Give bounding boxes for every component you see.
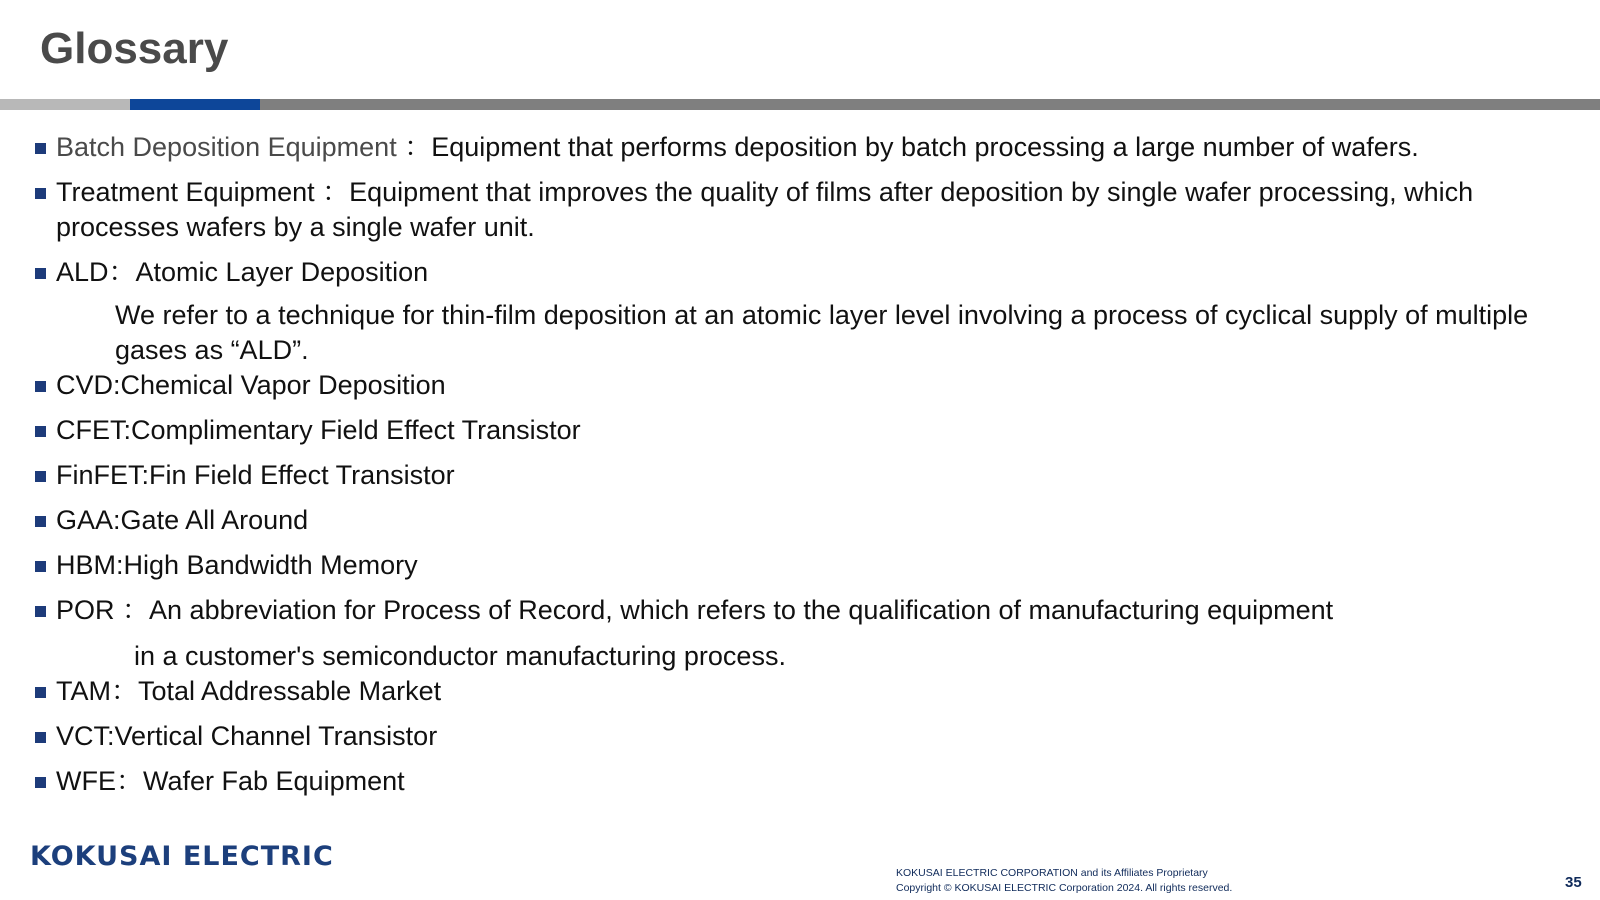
glossary-term: HBM [56,550,116,580]
square-bullet-icon [35,426,46,437]
square-bullet-icon [35,471,46,482]
glossary-item-batch-deposition-equipment [34,130,1574,165]
glossary-item-treatment-equipment [34,175,1574,245]
glossary-term: VCT [56,721,108,751]
glossary-definition: Atomic Layer Deposition [135,257,429,287]
glossary-separator: : [141,460,150,490]
glossary-term: CFET [56,415,124,445]
title-underline-blue-segment [130,99,260,110]
square-bullet-icon [35,143,46,154]
glossary-term: TAM [56,676,111,706]
glossary-separator: ： [111,676,138,706]
glossary-item-cvd [34,368,1574,403]
glossary-definition-continuation: in a customer's semiconductor manufacturing process. [134,641,786,671]
glossary-separator: : [107,721,115,751]
glossary-item-hbm [34,548,1574,583]
glossary-item-finfet [34,458,1574,493]
glossary-separator: : [113,505,121,535]
square-bullet-icon [35,188,46,199]
footer-copyright: Copyright © KOKUSAI ELECTRIC Corporation 2024. All rights reserved. [896,882,1233,894]
glossary-item-vct [34,719,1574,754]
glossary-term: WFE [56,766,116,796]
slide-title: Glossary [40,24,229,73]
glossary-item-gaa [34,503,1574,538]
square-bullet-icon [35,561,46,572]
glossary-item-por [34,593,1574,674]
glossary-separator: : [116,550,124,580]
glossary-separator: ： [396,132,432,162]
square-bullet-icon [35,687,46,698]
glossary-definition: An abbreviation for Process of Record, which refers to the qualification of manufacturing equipment [149,595,1334,625]
square-bullet-icon [35,268,46,279]
glossary-definition: Gate All Around [120,505,309,535]
square-bullet-icon [35,777,46,788]
glossary-term: POR [56,595,115,625]
glossary-item-ald [34,255,1574,368]
glossary-term: Batch Deposition Equipment [56,132,397,162]
title-underline [0,99,1600,110]
footer-legal [896,866,1232,896]
glossary-definition: Total Addressable Market [138,676,442,706]
glossary-term: ALD [56,257,109,287]
glossary-list [34,130,1574,809]
glossary-definition: Equipment that performs deposition by batch processing a large number of wafers. [431,132,1419,162]
company-logo: KOKUSAI ELECTRIC [30,841,334,872]
glossary-term: FinFET [56,460,142,490]
glossary-definition: Fin Field Effect Transistor [149,460,455,490]
glossary-definition: Chemical Vapor Deposition [120,370,446,400]
glossary-separator: ： [314,177,350,207]
title-underline-gray-segment [0,99,130,110]
glossary-term: Treatment Equipment [56,177,315,207]
glossary-term: GAA [56,505,114,535]
square-bullet-icon [35,606,46,617]
glossary-item-cfet [34,413,1574,448]
square-bullet-icon [35,516,46,527]
glossary-separator: ： [116,766,143,796]
glossary-definition: Complimentary Field Effect Transistor [131,415,581,445]
glossary-definition: Wafer Fab Equipment [143,766,405,796]
page-number: 35 [1565,874,1582,891]
title-underline-dark-segment [260,99,1600,110]
glossary-separator: ： [108,257,136,287]
square-bullet-icon [35,732,46,743]
glossary-item-wfe [34,764,1574,799]
glossary-definition: Equipment that improves the quality of films after deposition by single wafer processing, which processes wafers by a single wafer unit. [56,177,1474,242]
glossary-note: We refer to a technique for thin-film deposition at an atomic layer level involving a process of cyclical supply of multiple gases as “ALD”. [115,300,1529,365]
glossary-definition: Vertical Channel Transistor [114,721,438,751]
glossary-separator: : [113,370,121,400]
glossary-term: CVD [56,370,114,400]
footer-proprietary-notice: KOKUSAI ELECTRIC CORPORATION and its Affiliates Proprietary [896,867,1208,879]
glossary-separator: : [123,415,132,445]
glossary-item-tam [34,674,1574,709]
glossary-separator: ： [114,595,150,625]
glossary-definition: High Bandwidth Memory [123,550,418,580]
square-bullet-icon [35,381,46,392]
